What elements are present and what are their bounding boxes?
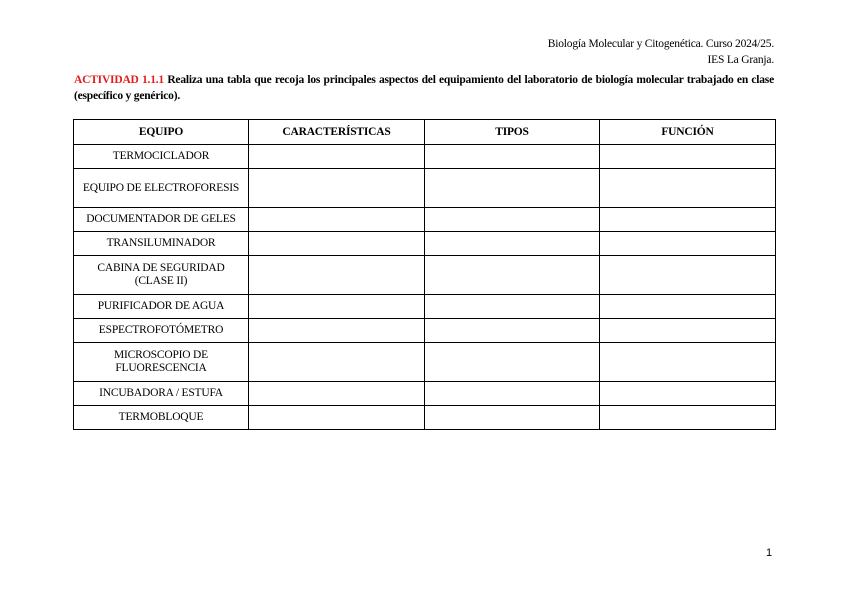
course-title: Biología Molecular y Citogenética. Curso 2024/25.	[547, 38, 774, 50]
equipment-name: MICROSCOPIO DE FLUORESCENCIA	[74, 343, 249, 382]
table-row	[74, 295, 776, 319]
characteristics-cell[interactable]	[249, 232, 425, 256]
table-row	[74, 232, 776, 256]
activity-id: ACTIVIDAD 1.1.1	[74, 74, 164, 86]
function-cell[interactable]	[600, 343, 776, 382]
types-cell[interactable]	[425, 406, 600, 430]
characteristics-cell[interactable]	[249, 208, 425, 232]
characteristics-cell[interactable]	[249, 406, 425, 430]
characteristics-cell[interactable]	[249, 169, 425, 208]
page-number: 1	[766, 547, 773, 559]
activity-text: Realiza una tabla que recoja los principales aspectos del equipamiento del laboratorio de biología molecular trabajado en clase (específico y genérico).	[74, 74, 774, 102]
function-cell[interactable]	[600, 232, 776, 256]
types-cell[interactable]	[425, 256, 600, 295]
characteristics-cell[interactable]	[249, 382, 425, 406]
school-name: IES La Granja.	[707, 54, 774, 66]
equipment-name: PURIFICADOR DE AGUA	[74, 295, 249, 319]
characteristics-cell[interactable]	[249, 145, 425, 169]
types-cell[interactable]	[425, 319, 600, 343]
characteristics-cell[interactable]	[249, 295, 425, 319]
function-cell[interactable]	[600, 169, 776, 208]
activity-statement	[74, 72, 774, 104]
header-tipos: TIPOS	[425, 120, 600, 145]
types-cell[interactable]	[425, 208, 600, 232]
function-cell[interactable]	[600, 319, 776, 343]
table-row	[74, 406, 776, 430]
characteristics-cell[interactable]	[249, 319, 425, 343]
header-caracteristicas: CARACTERÍSTICAS	[249, 120, 425, 145]
function-cell[interactable]	[600, 208, 776, 232]
table-row	[74, 208, 776, 232]
page-header	[548, 36, 774, 68]
characteristics-cell[interactable]	[249, 343, 425, 382]
function-cell[interactable]	[600, 382, 776, 406]
header-funcion: FUNCIÓN	[600, 120, 776, 145]
table-row	[74, 256, 776, 295]
types-cell[interactable]	[425, 145, 600, 169]
table-row	[74, 382, 776, 406]
equipment-name: TERMOBLOQUE	[74, 406, 249, 430]
table-row	[74, 319, 776, 343]
function-cell[interactable]	[600, 295, 776, 319]
types-cell[interactable]	[425, 382, 600, 406]
table-row	[74, 169, 776, 208]
table-row	[74, 145, 776, 169]
equipment-name: TERMOCICLADOR	[74, 145, 249, 169]
equipment-name: ESPECTROFOTÓMETRO	[74, 319, 249, 343]
characteristics-cell[interactable]	[249, 256, 425, 295]
types-cell[interactable]	[425, 343, 600, 382]
equipment-name: TRANSILUMINADOR	[74, 232, 249, 256]
header-equipo: EQUIPO	[74, 120, 249, 145]
equipment-name: INCUBADORA / ESTUFA	[74, 382, 249, 406]
equipment-name: CABINA DE SEGURIDAD (CLASE II)	[74, 256, 249, 295]
table-row	[74, 343, 776, 382]
function-cell[interactable]	[600, 406, 776, 430]
equipment-table	[73, 119, 776, 430]
types-cell[interactable]	[425, 169, 600, 208]
function-cell[interactable]	[600, 256, 776, 295]
function-cell[interactable]	[600, 145, 776, 169]
types-cell[interactable]	[425, 295, 600, 319]
equipment-name: EQUIPO DE ELECTROFORESIS	[74, 169, 249, 208]
equipment-name: DOCUMENTADOR DE GELES	[74, 208, 249, 232]
types-cell[interactable]	[425, 232, 600, 256]
table-header-row	[74, 120, 776, 145]
